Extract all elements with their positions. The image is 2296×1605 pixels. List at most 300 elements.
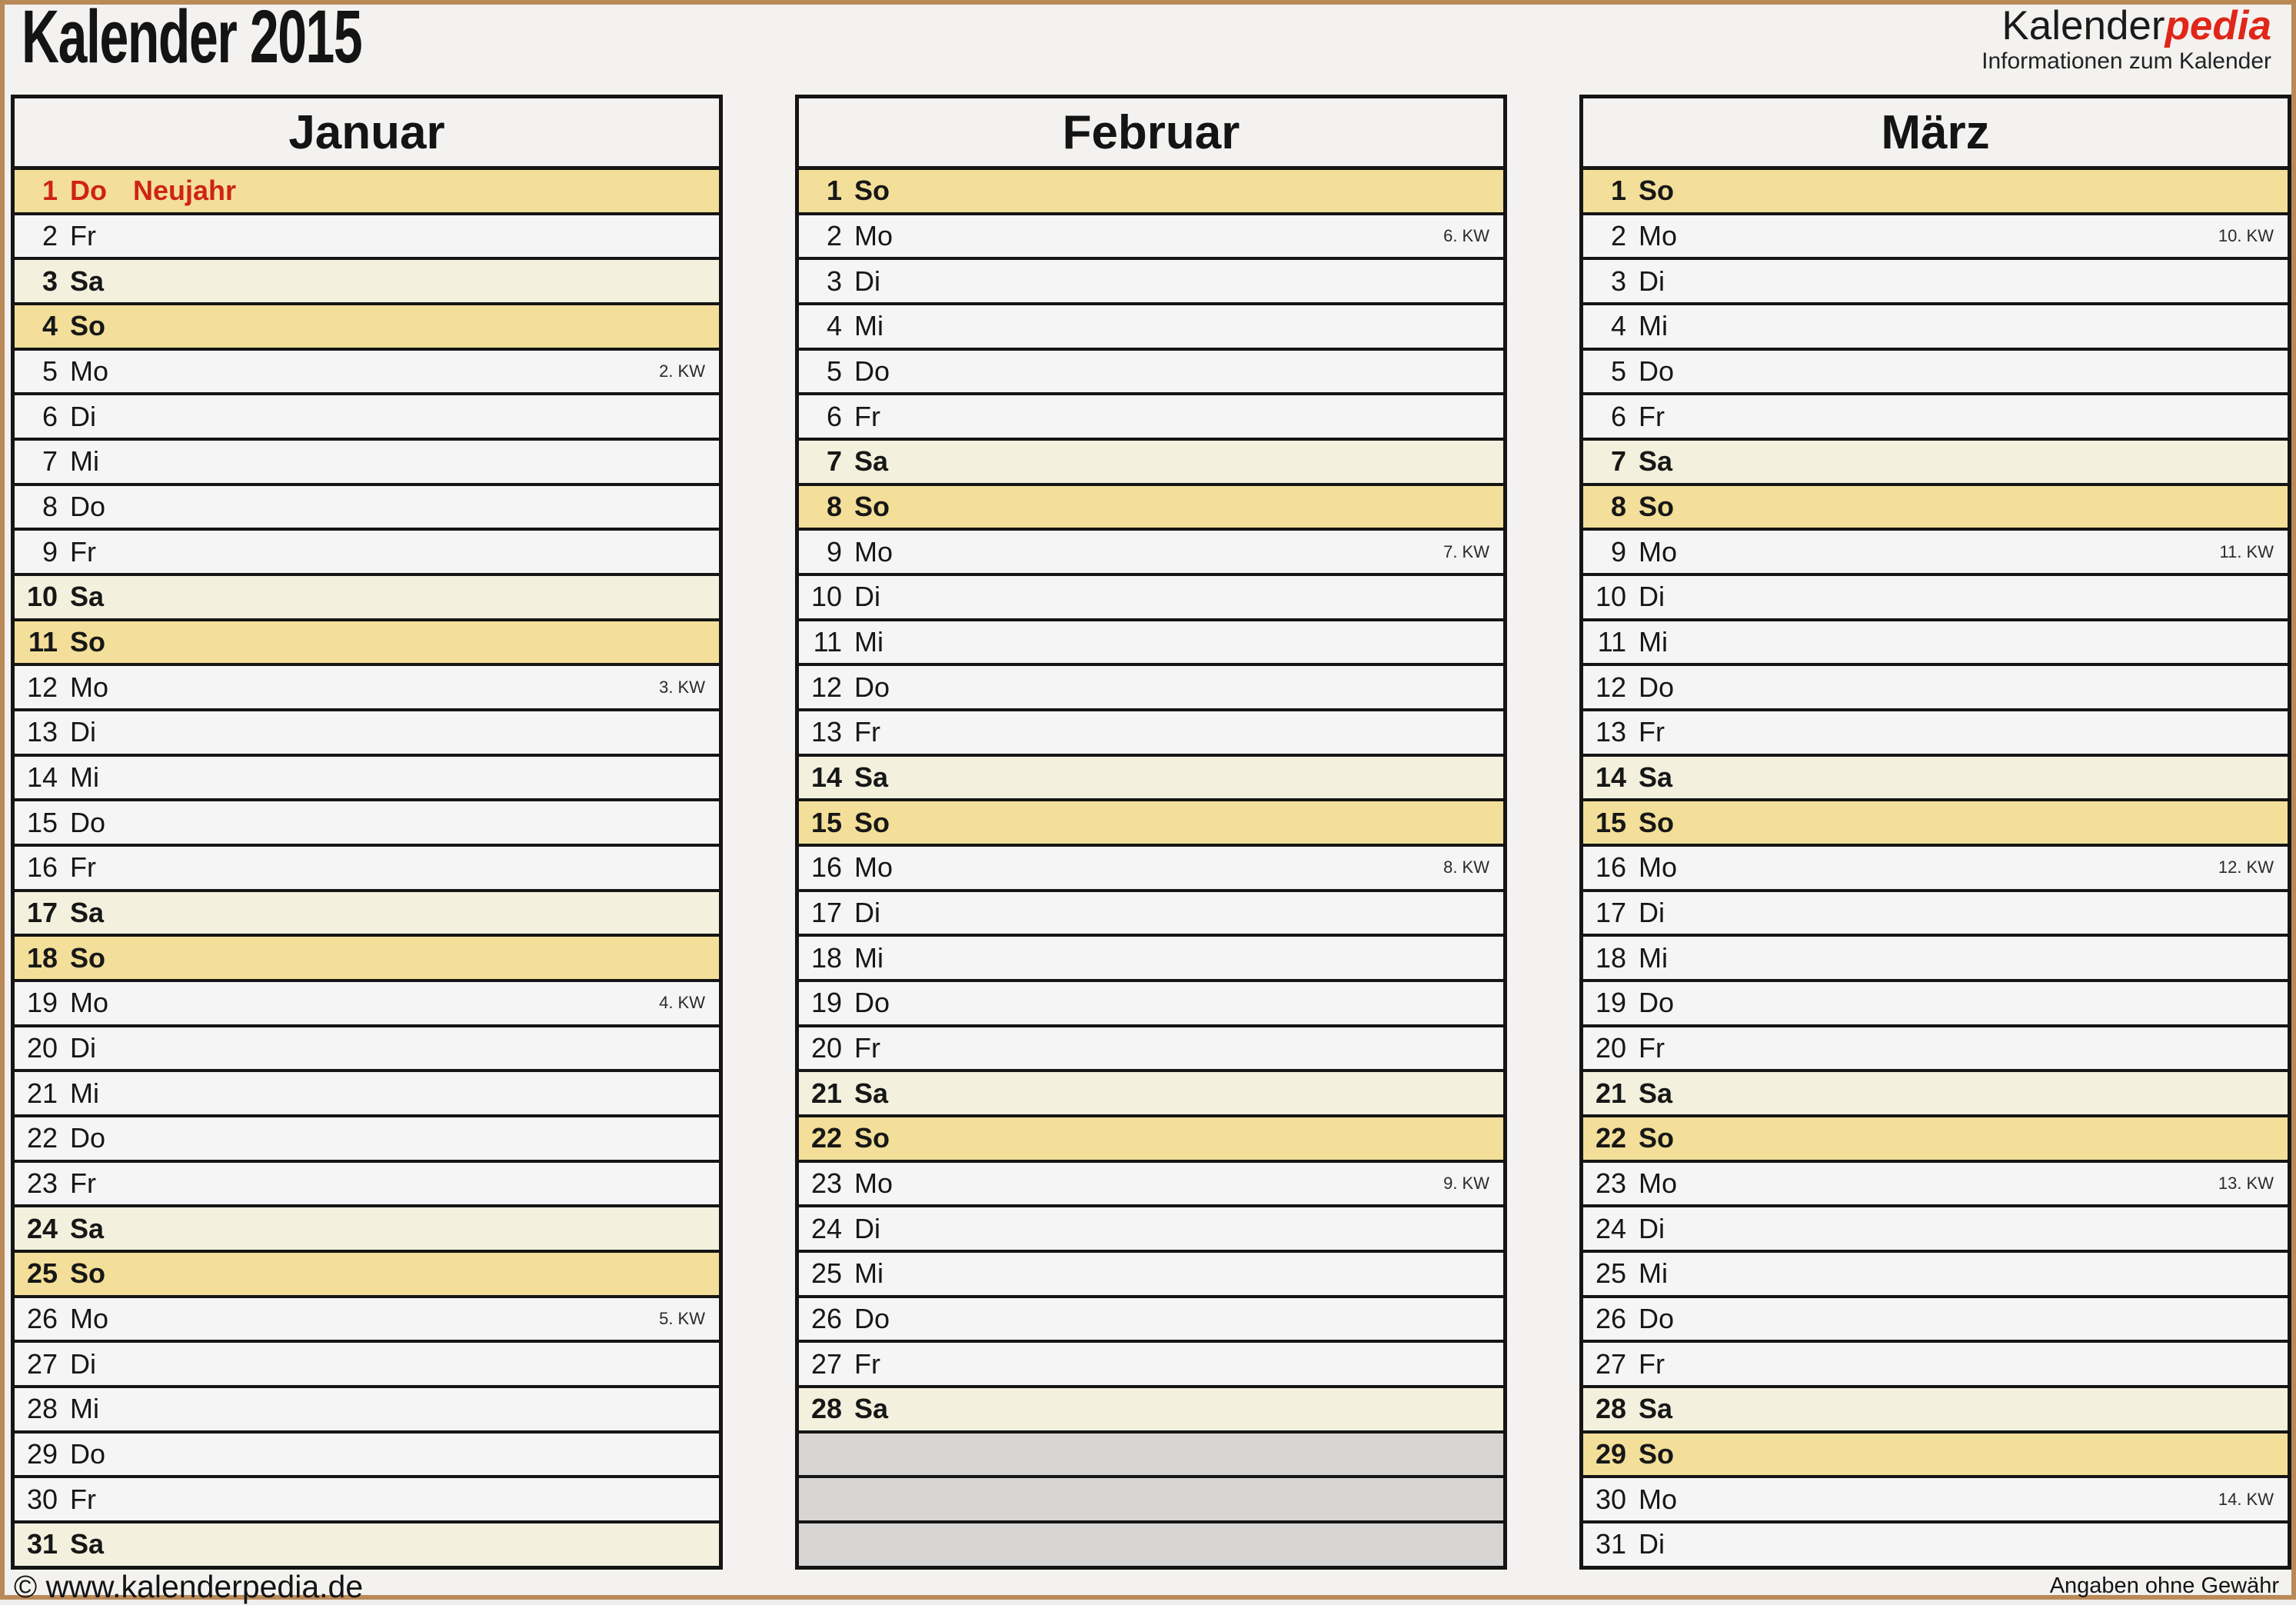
day-number: 26 (26, 1303, 58, 1335)
day-abbrev: So (854, 1122, 890, 1154)
day-abbrev: Di (70, 716, 96, 748)
day-number: 10 (810, 581, 842, 613)
day-row (799, 847, 1503, 892)
day-row (15, 801, 719, 847)
day-row (1583, 215, 2288, 261)
day-number: 6 (826, 400, 842, 432)
day-abbrev: Mo (1639, 1483, 1678, 1515)
day-row (799, 1298, 1503, 1344)
day-abbrev: Fr (854, 1347, 880, 1380)
day-abbrev: Sa (70, 265, 105, 297)
day-row (1583, 892, 2288, 937)
day-row (799, 1343, 1503, 1388)
day-row (799, 531, 1503, 576)
day-row (1583, 666, 2288, 711)
day-abbrev: Di (1639, 897, 1665, 929)
day-abbrev: Di (70, 1347, 96, 1380)
day-row (1583, 711, 2288, 757)
day-abbrev: Do (1639, 1303, 1675, 1335)
day-number: 13 (1595, 716, 1626, 748)
month-title: März (1583, 98, 2288, 170)
day-number: 18 (810, 941, 842, 974)
day-number: 22 (26, 1122, 58, 1154)
day-row (1583, 1207, 2288, 1253)
day-abbrev: Mi (70, 761, 99, 794)
day-row (15, 1253, 719, 1298)
day-row (799, 170, 1503, 215)
day-row (15, 1343, 719, 1388)
day-abbrev: Sa (1639, 1393, 1673, 1425)
day-number: 14 (1595, 761, 1626, 794)
day-abbrev: So (70, 941, 106, 974)
month-columns (5, 95, 2291, 1570)
day-row (1583, 1523, 2288, 1566)
day-abbrev: Sa (70, 897, 105, 929)
week-number: 10. KW (2218, 226, 2274, 245)
day-number: 7 (826, 445, 842, 478)
page-title: Kalender 2015 (22, 0, 362, 78)
day-abbrev: Fr (854, 1032, 880, 1064)
day-number: 9 (826, 535, 842, 568)
day-abbrev: Sa (854, 445, 889, 478)
day-row (15, 170, 719, 215)
day-abbrev: Mo (1639, 1167, 1678, 1200)
day-number: 13 (26, 716, 58, 748)
day-row (15, 621, 719, 667)
day-abbrev: So (70, 626, 106, 658)
day-number: 17 (26, 897, 58, 929)
month-column-2 (795, 95, 1507, 1570)
week-number: 11. KW (2219, 541, 2274, 561)
empty-row (799, 1434, 1503, 1479)
day-row (1583, 1253, 2288, 1298)
day-number: 24 (810, 1212, 842, 1244)
day-number: 6 (42, 400, 58, 432)
day-row (1583, 351, 2288, 396)
holiday-label: Neujahr (133, 175, 237, 207)
day-number: 8 (826, 491, 842, 523)
day-abbrev: So (854, 806, 890, 838)
day-abbrev: Mo (1639, 535, 1678, 568)
day-number: 3 (826, 265, 842, 297)
day-row (799, 1163, 1503, 1208)
day-number: 1 (826, 175, 842, 207)
day-number: 3 (42, 265, 58, 297)
day-number: 4 (42, 310, 58, 342)
day-row (15, 576, 719, 621)
day-abbrev: Sa (70, 1528, 105, 1560)
day-row (15, 441, 719, 486)
day-abbrev: Do (854, 1303, 890, 1335)
day-row (15, 1117, 719, 1163)
day-abbrev: Mo (70, 671, 109, 703)
day-abbrev: Di (70, 400, 96, 432)
day-row (799, 305, 1503, 351)
day-row (15, 757, 719, 802)
day-row (15, 486, 719, 531)
day-abbrev: Di (854, 581, 880, 613)
day-number: 19 (26, 987, 58, 1019)
day-row (15, 1207, 719, 1253)
day-number: 9 (42, 535, 58, 568)
day-abbrev: Mi (1639, 1257, 1668, 1290)
month-rows (799, 170, 1503, 1566)
day-number: 27 (26, 1347, 58, 1380)
day-row (1583, 937, 2288, 982)
day-abbrev: Mi (1639, 310, 1668, 342)
day-abbrev: Do (70, 1122, 106, 1154)
day-number: 3 (1610, 265, 1626, 297)
day-abbrev: Mo (70, 1303, 109, 1335)
day-number: 26 (1595, 1303, 1626, 1335)
day-abbrev: Di (1639, 581, 1665, 613)
day-number: 31 (1595, 1528, 1626, 1560)
week-number: 12. KW (2218, 857, 2274, 877)
day-number: 4 (1610, 310, 1626, 342)
week-number: 6. KW (1443, 226, 1489, 245)
day-number: 13 (810, 716, 842, 748)
day-row (15, 395, 719, 441)
week-number: 9. KW (1443, 1174, 1489, 1194)
day-abbrev: Mo (854, 220, 893, 251)
day-abbrev: Do (70, 175, 107, 207)
day-abbrev: Fr (70, 1483, 96, 1515)
logo-subtitle: Informationen zum Kalender (1982, 48, 2271, 74)
day-row (1583, 486, 2288, 531)
day-row (1583, 260, 2288, 305)
day-abbrev: Mo (1639, 220, 1678, 251)
day-abbrev: Mo (1639, 851, 1678, 884)
day-abbrev: Do (70, 1438, 106, 1470)
day-number: 2 (826, 220, 842, 251)
day-number: 23 (810, 1167, 842, 1200)
day-abbrev: Mo (854, 851, 893, 884)
day-number: 20 (26, 1032, 58, 1064)
month-title: Januar (15, 98, 719, 170)
day-abbrev: Mi (70, 445, 99, 478)
day-row (799, 757, 1503, 802)
day-row (799, 351, 1503, 396)
day-abbrev: So (1639, 491, 1675, 523)
day-abbrev: Fr (70, 535, 96, 568)
day-row (1583, 801, 2288, 847)
day-row (15, 847, 719, 892)
day-abbrev: Do (854, 671, 890, 703)
day-row (799, 1027, 1503, 1073)
day-number: 12 (1595, 671, 1626, 703)
day-number: 25 (1595, 1257, 1626, 1290)
day-row (1583, 982, 2288, 1027)
day-abbrev: Do (1639, 355, 1675, 388)
day-row (15, 1478, 719, 1523)
day-row (15, 711, 719, 757)
week-number: 7. KW (1443, 541, 1489, 561)
day-number: 15 (810, 806, 842, 838)
day-number: 5 (1610, 355, 1626, 388)
day-row (15, 982, 719, 1027)
day-number: 25 (26, 1257, 58, 1290)
day-row (1583, 1163, 2288, 1208)
day-abbrev: Di (1639, 1212, 1665, 1244)
month-rows (15, 170, 719, 1566)
day-number: 2 (1610, 220, 1626, 251)
week-number: 4. KW (659, 993, 705, 1013)
day-number: 2 (42, 220, 58, 251)
day-number: 24 (1595, 1212, 1626, 1244)
day-row (1583, 531, 2288, 576)
day-abbrev: Do (1639, 671, 1675, 703)
day-abbrev: Mi (854, 626, 883, 658)
day-abbrev: Mo (70, 987, 109, 1019)
day-abbrev: So (854, 491, 890, 523)
day-abbrev: Fr (1639, 400, 1665, 432)
day-abbrev: Fr (854, 716, 880, 748)
day-number: 21 (810, 1077, 842, 1109)
day-abbrev: Mo (854, 535, 893, 568)
day-row (1583, 1343, 2288, 1388)
logo-wordmark (1982, 5, 2271, 48)
day-number: 19 (1595, 987, 1626, 1019)
day-row (15, 351, 719, 396)
day-row (799, 1072, 1503, 1117)
day-row (15, 1163, 719, 1208)
day-number: 20 (1595, 1032, 1626, 1064)
month-column-1 (11, 95, 723, 1570)
day-row (1583, 1434, 2288, 1479)
day-abbrev: So (1639, 175, 1675, 207)
month-rows (1583, 170, 2288, 1566)
day-row (1583, 395, 2288, 441)
day-abbrev: Fr (70, 851, 96, 884)
day-number: 19 (810, 987, 842, 1019)
day-row (1583, 170, 2288, 215)
logo-text-red: pedia (2165, 3, 2271, 48)
day-row (799, 1388, 1503, 1434)
day-row (799, 215, 1503, 261)
day-number: 21 (1595, 1077, 1626, 1109)
week-number: 13. KW (2218, 1174, 2274, 1194)
day-abbrev: So (70, 1257, 106, 1290)
day-number: 18 (1595, 941, 1626, 974)
day-row (1583, 621, 2288, 667)
day-number: 24 (26, 1212, 58, 1244)
day-abbrev: Fr (854, 400, 880, 432)
day-number: 7 (1610, 445, 1626, 478)
day-abbrev: Do (1639, 987, 1675, 1019)
day-number: 27 (1595, 1347, 1626, 1380)
day-row (799, 666, 1503, 711)
day-number: 15 (26, 806, 58, 838)
day-number: 30 (1595, 1483, 1626, 1515)
day-abbrev: Fr (70, 220, 96, 251)
day-number: 12 (810, 671, 842, 703)
day-number: 8 (42, 491, 58, 523)
day-number: 6 (1610, 400, 1626, 432)
day-number: 11 (28, 626, 58, 658)
day-number: 31 (26, 1528, 58, 1560)
day-row (1583, 1298, 2288, 1344)
week-number: 3. KW (659, 677, 705, 697)
day-row (1583, 1478, 2288, 1523)
day-abbrev: So (854, 175, 890, 207)
day-abbrev: Sa (1639, 1077, 1673, 1109)
day-abbrev: Sa (854, 1393, 889, 1425)
kalenderpedia-logo (1982, 5, 2271, 73)
day-abbrev: Mo (854, 1167, 893, 1200)
day-row (799, 937, 1503, 982)
day-row (15, 215, 719, 261)
day-number: 10 (1595, 581, 1626, 613)
day-abbrev: Di (1639, 1528, 1665, 1560)
day-abbrev: Mi (854, 941, 883, 974)
day-row (799, 441, 1503, 486)
day-row (1583, 1072, 2288, 1117)
day-row (15, 892, 719, 937)
day-row (799, 576, 1503, 621)
day-number: 12 (26, 671, 58, 703)
month-title: Februar (799, 98, 1503, 170)
day-row (15, 1298, 719, 1344)
day-abbrev: Mi (1639, 941, 1668, 974)
day-number: 4 (826, 310, 842, 342)
day-abbrev: Di (854, 897, 880, 929)
day-number: 29 (1595, 1438, 1626, 1470)
day-number: 16 (26, 851, 58, 884)
day-number: 26 (810, 1303, 842, 1335)
day-row (799, 395, 1503, 441)
day-number: 8 (1610, 491, 1626, 523)
day-abbrev: Sa (1639, 761, 1673, 794)
day-abbrev: Di (1639, 265, 1665, 297)
day-number: 17 (1595, 897, 1626, 929)
day-abbrev: Fr (70, 1167, 96, 1200)
day-row (799, 892, 1503, 937)
day-abbrev: Sa (1639, 445, 1673, 478)
day-number: 1 (42, 175, 58, 207)
day-number: 27 (810, 1347, 842, 1380)
day-abbrev: Di (854, 1212, 880, 1244)
day-number: 28 (810, 1393, 842, 1425)
day-row (1583, 1027, 2288, 1073)
day-number: 30 (26, 1483, 58, 1515)
week-number: 8. KW (1443, 857, 1489, 877)
day-row (15, 937, 719, 982)
day-number: 23 (26, 1167, 58, 1200)
day-number: 11 (1597, 626, 1626, 658)
day-number: 18 (26, 941, 58, 974)
day-abbrev: Fr (1639, 1032, 1665, 1064)
day-number: 5 (826, 355, 842, 388)
day-abbrev: Do (854, 987, 890, 1019)
logo-text-black: Kalender (2002, 3, 2165, 48)
day-number: 14 (26, 761, 58, 794)
week-number: 5. KW (659, 1309, 705, 1329)
day-abbrev: So (1639, 1122, 1675, 1154)
day-number: 10 (26, 581, 58, 613)
day-number: 16 (810, 851, 842, 884)
day-number: 5 (42, 355, 58, 388)
day-row (15, 1072, 719, 1117)
day-abbrev: So (1639, 806, 1675, 838)
empty-row (799, 1523, 1503, 1566)
day-row (799, 1253, 1503, 1298)
day-number: 23 (1595, 1167, 1626, 1200)
day-abbrev: Mo (70, 355, 109, 388)
week-number: 2. KW (659, 361, 705, 381)
day-row (15, 666, 719, 711)
day-number: 22 (810, 1122, 842, 1154)
day-abbrev: Do (70, 491, 106, 523)
day-row (799, 260, 1503, 305)
day-number: 1 (1610, 175, 1626, 207)
day-abbrev: Fr (1639, 1347, 1665, 1380)
day-row (15, 260, 719, 305)
day-abbrev: Mi (854, 1257, 883, 1290)
day-abbrev: Mi (70, 1077, 99, 1109)
day-abbrev: Sa (854, 761, 889, 794)
day-row (799, 801, 1503, 847)
day-row (15, 1523, 719, 1566)
day-row (1583, 576, 2288, 621)
day-row (15, 1434, 719, 1479)
day-number: 14 (810, 761, 842, 794)
day-abbrev: Mi (854, 310, 883, 342)
empty-row (799, 1478, 1503, 1523)
day-abbrev: Do (70, 806, 106, 838)
day-row (799, 621, 1503, 667)
copyright-text: © www.kalenderpedia.de (14, 1569, 364, 1604)
day-abbrev: So (70, 310, 106, 342)
day-abbrev: Sa (70, 1212, 105, 1244)
day-number: 11 (813, 626, 842, 658)
day-number: 29 (26, 1438, 58, 1470)
day-number: 15 (1595, 806, 1626, 838)
month-column-3 (1579, 95, 2291, 1570)
day-row (1583, 757, 2288, 802)
day-number: 7 (42, 445, 58, 478)
day-row (15, 1027, 719, 1073)
day-abbrev: Mi (70, 1393, 99, 1425)
day-number: 17 (810, 897, 842, 929)
week-number: 14. KW (2218, 1489, 2274, 1509)
day-row (799, 486, 1503, 531)
day-abbrev: Mi (1639, 626, 1668, 658)
disclaimer-text: Angaben ohne Gewähr (2049, 1573, 2279, 1598)
day-abbrev: Sa (854, 1077, 889, 1109)
day-abbrev: Di (70, 1032, 96, 1064)
day-row (1583, 305, 2288, 351)
day-number: 28 (1595, 1393, 1626, 1425)
day-abbrev: So (1639, 1438, 1675, 1470)
day-number: 9 (1610, 535, 1626, 568)
day-row (1583, 1388, 2288, 1434)
day-row (1583, 1117, 2288, 1163)
day-row (15, 531, 719, 576)
day-row (799, 982, 1503, 1027)
day-number: 28 (26, 1393, 58, 1425)
day-number: 20 (810, 1032, 842, 1064)
day-row (1583, 847, 2288, 892)
day-abbrev: Do (854, 355, 890, 388)
day-number: 25 (810, 1257, 842, 1290)
day-row (799, 1117, 1503, 1163)
day-row (1583, 441, 2288, 486)
day-number: 21 (26, 1077, 58, 1109)
day-row (799, 711, 1503, 757)
day-row (15, 1388, 719, 1434)
day-number: 16 (1595, 851, 1626, 884)
day-number: 22 (1595, 1122, 1626, 1154)
